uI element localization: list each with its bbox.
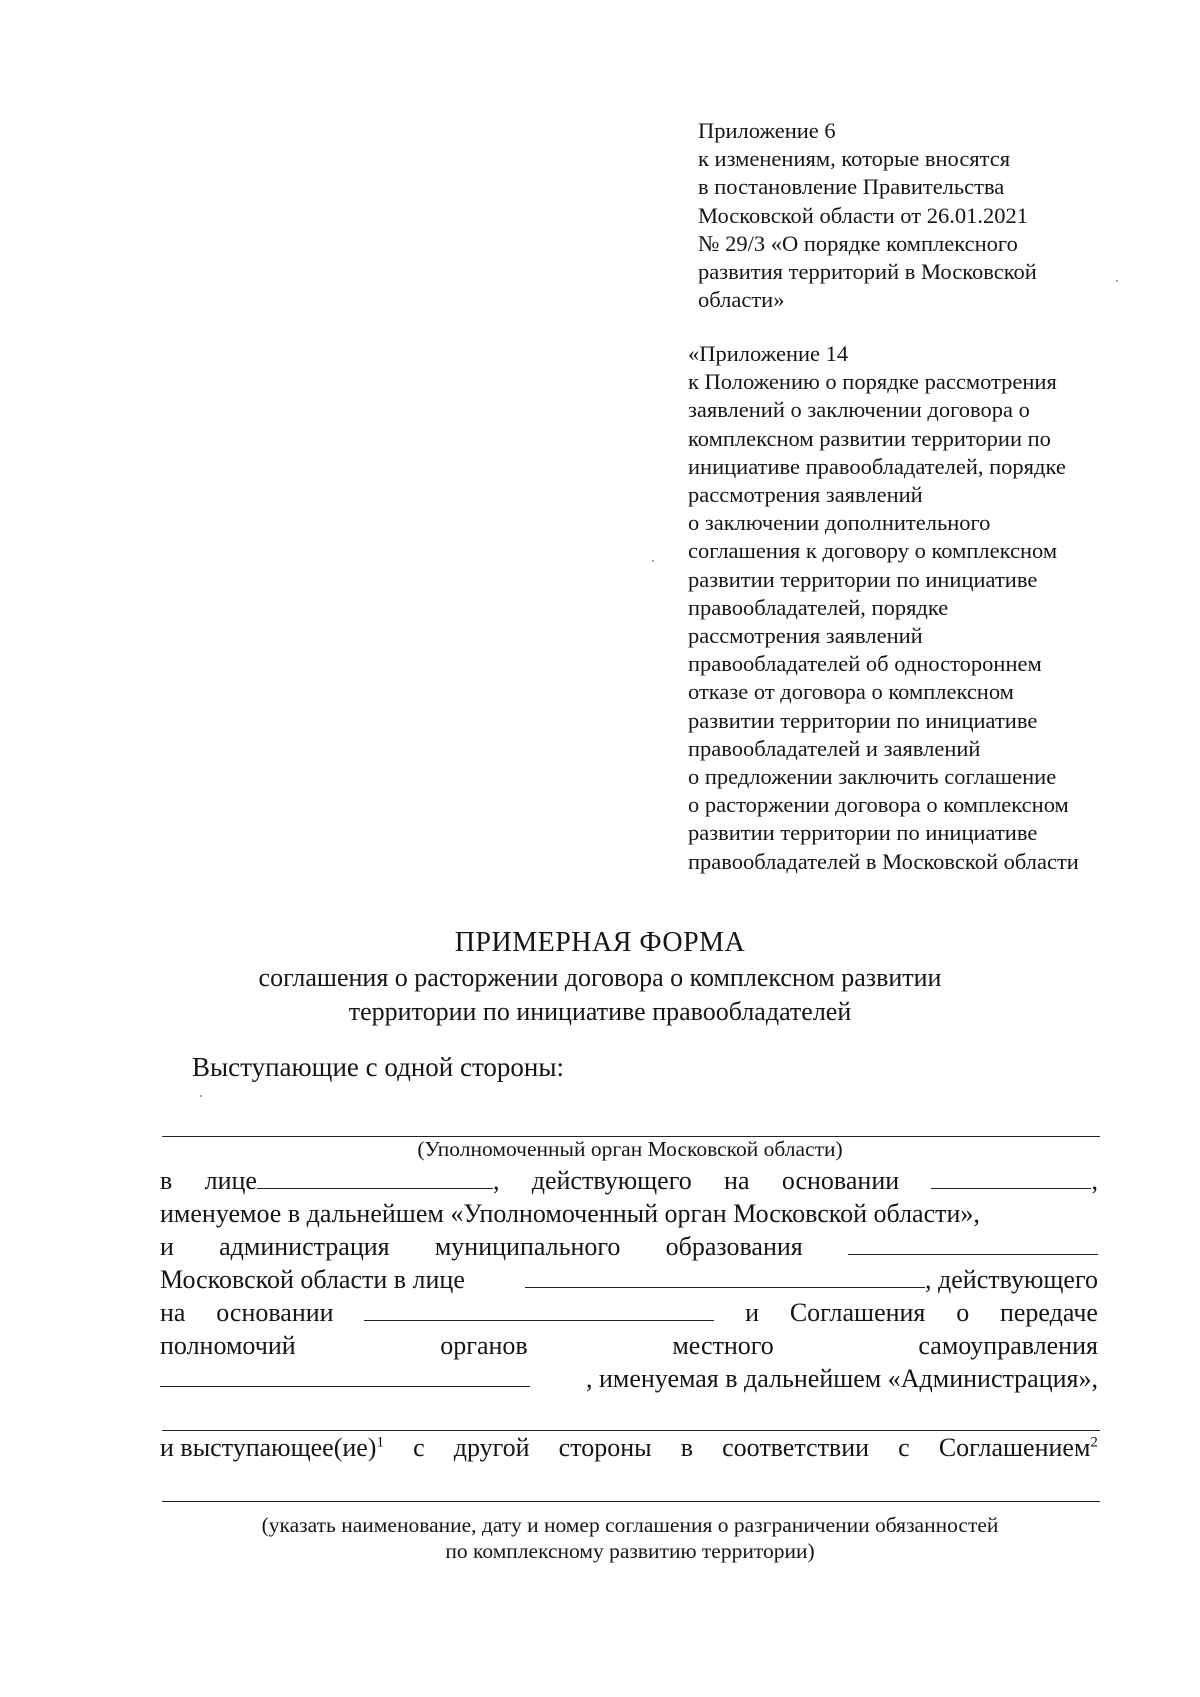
agreement-caption [160, 1512, 1100, 1564]
appendix-line: инициативе правообладателей, порядке [688, 453, 1066, 479]
body-line: на основании и Соглашения о передаче [160, 1298, 1098, 1327]
appendix-line: правообладателей, порядке [688, 594, 949, 620]
appendix-line: к Положению о порядке рассмотрения [688, 369, 1057, 395]
municipality-blank [848, 1232, 1098, 1255]
body-line: , именуемая в дальнейшем «Администрация», [160, 1362, 1098, 1395]
appendix-line: о предложении заключить соглашение [688, 764, 1057, 790]
title-subtitle-line: соглашения о расторжении договора о комплексном развитии [258, 963, 942, 992]
appendix-line: соглашения к договору о комплексном [688, 538, 1058, 564]
body-line: полномочий органов местного самоуправления [160, 1331, 1098, 1360]
appendix-line: развитии территории по инициативе [688, 566, 1038, 592]
header-line: Приложение 6 [698, 118, 836, 143]
appendix-line: развитии территории по инициативе [688, 707, 1038, 733]
appendix-line: правообладателей и заявлений [688, 735, 981, 761]
header-annex-block [698, 117, 1118, 314]
appendix-line: комплексном развитии территории по [688, 425, 1051, 451]
appendix-14-block [688, 340, 1128, 876]
appendix-line: развитии территории по инициативе [688, 820, 1038, 846]
body-line: и администрация муниципального образования [160, 1230, 1098, 1263]
appendix-line: рассмотрения заявлений [688, 623, 923, 649]
appendix-line: правообладателей об одностороннем [688, 651, 1042, 677]
header-line: № 29/3 «О порядке комплексного [698, 230, 1018, 256]
agreement-body-continued [160, 1431, 1098, 1464]
title-subtitle-line: территории по инициативе правообладателей [348, 997, 852, 1026]
agreement-caption-line: (указать наименование, дату и номер соглашения о разграничении обязанностей [261, 1513, 999, 1537]
header-line: к изменениям, которые вносятся [698, 146, 1011, 172]
body-line: Московской области в лице , действующего [160, 1265, 1098, 1294]
body-line: в лице , действующего на основании , [160, 1166, 1098, 1195]
appendix-line: заявлений о заключении договора о [688, 397, 1030, 423]
appendix-line: о заключении дополнительного [688, 510, 991, 536]
appendix-line: рассмотрения заявлений [688, 482, 923, 508]
scan-speck [652, 560, 654, 562]
administration-basis-blank [364, 1298, 714, 1321]
representative-blank [257, 1166, 493, 1189]
administration-representative-blank [525, 1265, 925, 1288]
authority-caption: (Уполномоченный орган Московской области) [417, 1137, 843, 1161]
title-main: ПРИМЕРНАЯ ФОРМА [454, 927, 746, 958]
basis-blank [931, 1166, 1091, 1189]
appendix-line: отказе от договора о комплексном [688, 679, 1014, 705]
header-line: в постановление Правительства [698, 174, 1005, 200]
agreement-caption-line: по комплексному развитию территории) [445, 1539, 815, 1563]
header-line: развития территорий в Московской [698, 259, 1037, 285]
scan-speck [200, 1095, 202, 1097]
body-line: именуемое в дальнейшем «Уполномоченный орган Московской области», [160, 1199, 980, 1228]
document-title [150, 925, 1050, 1029]
appendix-line: о расторжении договора о комплексном [688, 792, 1069, 818]
agreement-blank-line [162, 1501, 1100, 1502]
header-line: Московской области от 26.01.2021 [698, 202, 1028, 228]
appendix-line: «Приложение 14 [688, 341, 849, 366]
self-government-blank [160, 1364, 530, 1387]
body-line: и выступающее(ие)$^1$ с другой стороны в соответствии с Соглашением$^2$ [160, 1433, 1098, 1462]
header-line: области» [698, 287, 785, 313]
parties-intro: Выступающие с одной стороны: [192, 1052, 565, 1082]
scan-speck [1116, 280, 1118, 282]
agreement-body [160, 1164, 1098, 1395]
appendix-line: правообладателей в Московской области [688, 848, 1079, 874]
